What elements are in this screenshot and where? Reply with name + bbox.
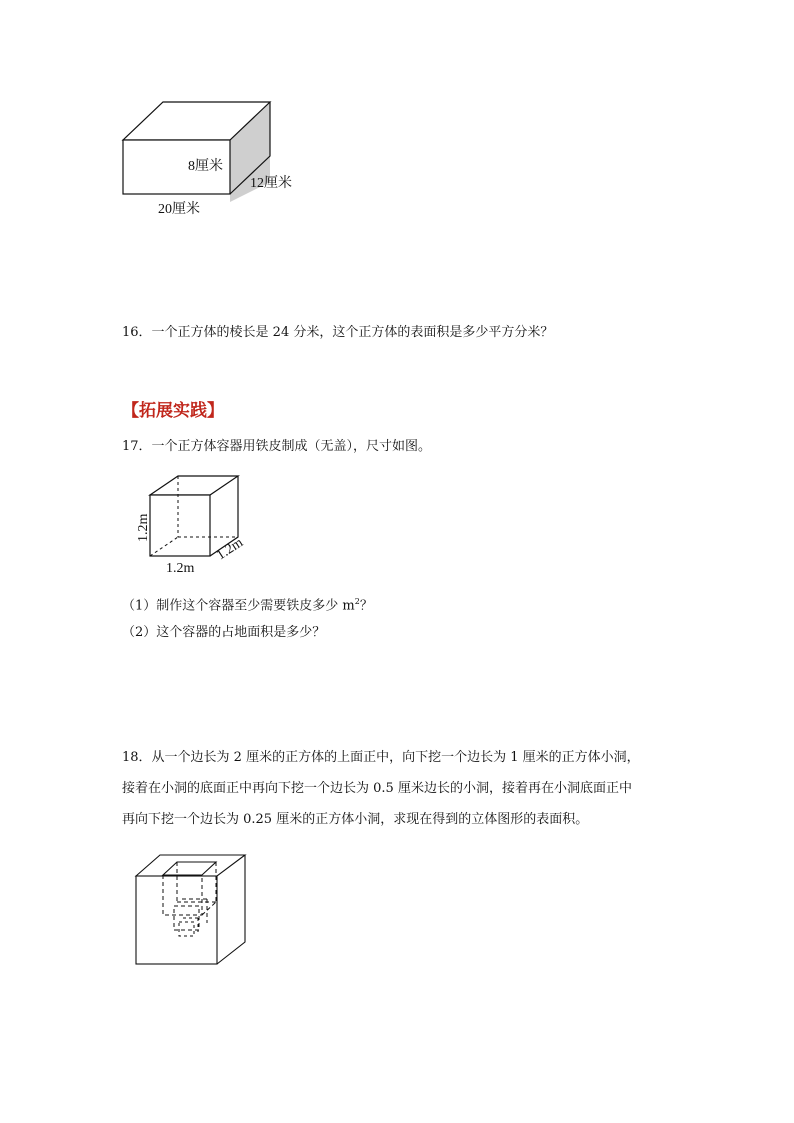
cube-left-label: 1.2m: [136, 513, 151, 542]
cube-top-face: [150, 476, 238, 495]
cube-container-figure: [130, 470, 260, 580]
cube-bottom-label: 1.2m: [166, 561, 195, 576]
question-18-line-2: 接着在小洞的底面正中再向下挖一个边长为 0.5 厘米边长的小洞，接着再在小洞底面正中: [122, 781, 632, 796]
cube-front-face: [150, 495, 210, 556]
cuboid-width-label: 20厘米: [158, 202, 200, 217]
big-cube-side: [217, 855, 245, 964]
big-cube-front: [136, 876, 217, 964]
question-17-part-2: （2）这个容器的占地面积是多少？: [122, 625, 326, 640]
cuboid-depth-label: 12厘米: [250, 176, 292, 191]
cube-with-holes-figure: [130, 850, 260, 970]
question-18-line-3: 再向下挖一个边长为 0.25 厘米的正方体小洞，求现在得到的立体图形的表面积。: [122, 812, 589, 827]
cube-depth-label: 1.2m: [214, 535, 246, 564]
cuboid-figure: [110, 92, 310, 222]
top-hole-opening: [163, 862, 216, 875]
question-17: 17．一个正方体容器用铁皮制成（无盖），尺寸如图。: [122, 439, 432, 454]
section-title: 【拓展实践】: [122, 401, 224, 421]
question-16: 16．一个正方体的棱长是 24 分米，这个正方体的表面积是多少平方分米？: [122, 325, 554, 340]
cuboid-height-label: 8厘米: [188, 159, 223, 174]
question-17-part-1: （1）制作这个容器至少需要铁皮多少 $m^2$？: [122, 597, 373, 614]
question-18-line-1: 18．从一个边长为 2 厘米的正方体的上面正中，向下挖一个边长为 1 厘米的正方体小洞，: [122, 750, 640, 765]
